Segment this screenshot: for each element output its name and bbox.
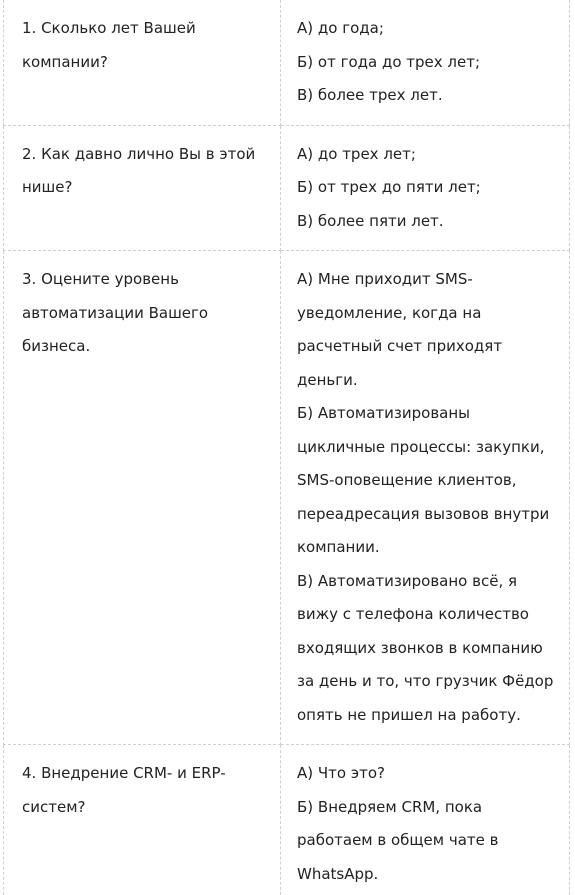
table-row	[4, 0, 570, 125]
answer-cell	[281, 125, 570, 251]
table-row	[4, 745, 570, 895]
question-cell	[4, 125, 281, 251]
question-cell	[4, 251, 281, 745]
question-text: 4. Внедрение CRM- и ERP-систем?	[22, 764, 226, 816]
answer-option: А) Мне приходит SMS-уведомление, когда на расчетный счет приходят деньги.	[297, 263, 555, 397]
answer-option: А) до трех лет;	[297, 138, 555, 172]
answer-option: А) до года;	[297, 12, 555, 46]
answer-option: Б) от трех до пяти лет;	[297, 171, 555, 205]
answer-cell	[281, 0, 570, 125]
answer-option: А) Что это?	[297, 757, 555, 791]
answer-option: В) более пяти лет.	[297, 205, 555, 239]
question-text: 2. Как давно лично Вы в этой нише?	[22, 145, 255, 197]
table-row	[4, 125, 570, 251]
question-text: 1. Сколько лет Вашей компании?	[22, 19, 196, 71]
answer-cell	[281, 251, 570, 745]
answer-option: Б) Автоматизированы цикличные процессы: закупки, SMS-оповещение клиентов, переадресация вызовов внутри компании.	[297, 397, 555, 565]
answer-option: Б) от года до трех лет;	[297, 46, 555, 80]
answer-option: В) более трех лет.	[297, 79, 555, 113]
answer-cell	[281, 745, 570, 895]
question-text: 3. Оцените уровень автоматизации Вашего бизнеса.	[22, 270, 208, 355]
answer-option: В) Автоматизировано всё, я вижу с телефона количество входящих звонков в компанию за день и то, что грузчик Фёдор опять не пришел на работу.	[297, 565, 555, 733]
answer-option: Б) Внедряем CRM, пока работаем в общем чате в WhatsApp.	[297, 791, 555, 892]
question-cell	[4, 745, 281, 895]
question-cell	[4, 0, 281, 125]
table-row	[4, 251, 570, 745]
questionnaire-table	[3, 0, 570, 895]
